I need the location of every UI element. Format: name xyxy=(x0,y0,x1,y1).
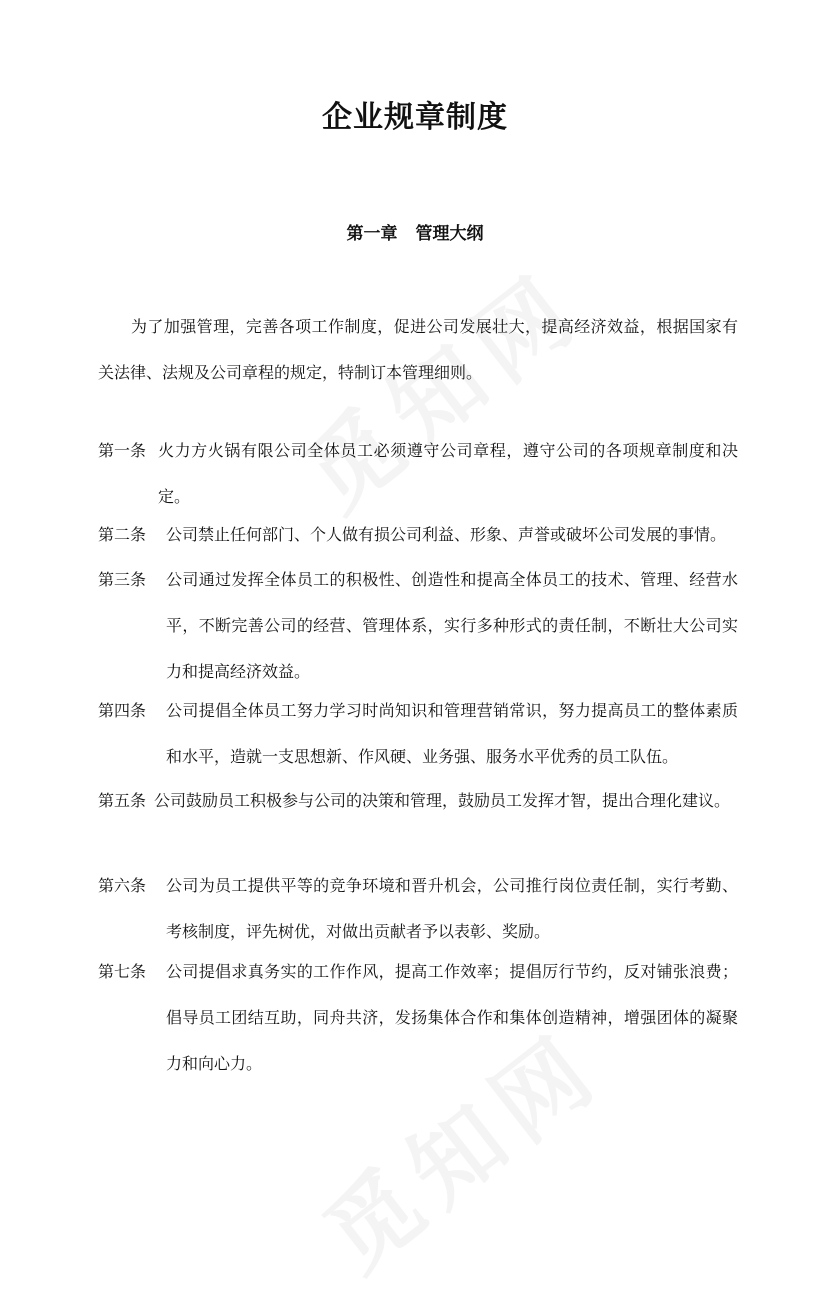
article-number: 第七条 xyxy=(98,962,147,981)
article-number: 第二条 xyxy=(98,525,147,544)
article-number: 第一条 xyxy=(98,441,147,460)
intro-paragraph: 为了加强管理，完善各项工作制度，促进公司发展壮大，提高经济效益，根据国家有关法律、法规及公司章程的规定，特制订本管理细则。 xyxy=(98,317,738,382)
chapter-number: 第一章 xyxy=(346,224,398,244)
article-number: 第四条 xyxy=(98,701,147,720)
article-1 xyxy=(98,428,738,520)
article-2 xyxy=(98,512,738,558)
document-title: 企业规章制度 xyxy=(322,100,508,135)
article-text: 公司禁止任何部门、个人做有损公司利益、形象、声誉或破坏公司发展的事情。 xyxy=(166,525,727,544)
article-4 xyxy=(98,688,738,780)
chapter-name: 管理大纲 xyxy=(415,224,484,244)
article-3 xyxy=(98,557,738,695)
article-number: 第五条 xyxy=(98,791,147,810)
chapter-heading xyxy=(0,219,830,244)
article-number: 第三条 xyxy=(98,570,147,589)
article-5 xyxy=(98,778,738,824)
article-7 xyxy=(98,949,738,1087)
article-text: 公司提倡全体员工努力学习时尚知识和管理营销常识，努力提高员工的整体素质和水平，造就一支思想新、作风硬、业务强、服务水平优秀的员工队伍。 xyxy=(166,701,738,766)
article-text: 火力方火锅有限公司全体员工必须遵守公司章程，遵守公司的各项规章制度和决定。 xyxy=(158,441,738,506)
article-text: 公司鼓励员工积极参与公司的决策和管理，鼓励员工发挥才智，提出合理化建议。 xyxy=(154,791,731,810)
article-number: 第六条 xyxy=(98,876,147,895)
article-text: 公司为员工提供平等的竞争环境和晋升机会，公司推行岗位责任制，实行考勤、考核制度，评先树优，对做出贡献者予以表彰、奖励。 xyxy=(166,876,738,941)
article-6 xyxy=(98,863,738,955)
article-text: 公司通过发挥全体员工的积极性、创造性和提高全体员工的技术、管理、经营水平，不断完善公司的经营、管理体系，实行多种形式的责任制，不断壮大公司实力和提高经济效益。 xyxy=(166,570,738,681)
article-text: 公司提倡求真务实的工作作风，提高工作效率；提倡厉行节约，反对铺张浪费；倡导员工团结互助，同舟共济，发扬集体合作和集体创造精神，增强团体的凝聚力和向心力。 xyxy=(166,962,738,1073)
